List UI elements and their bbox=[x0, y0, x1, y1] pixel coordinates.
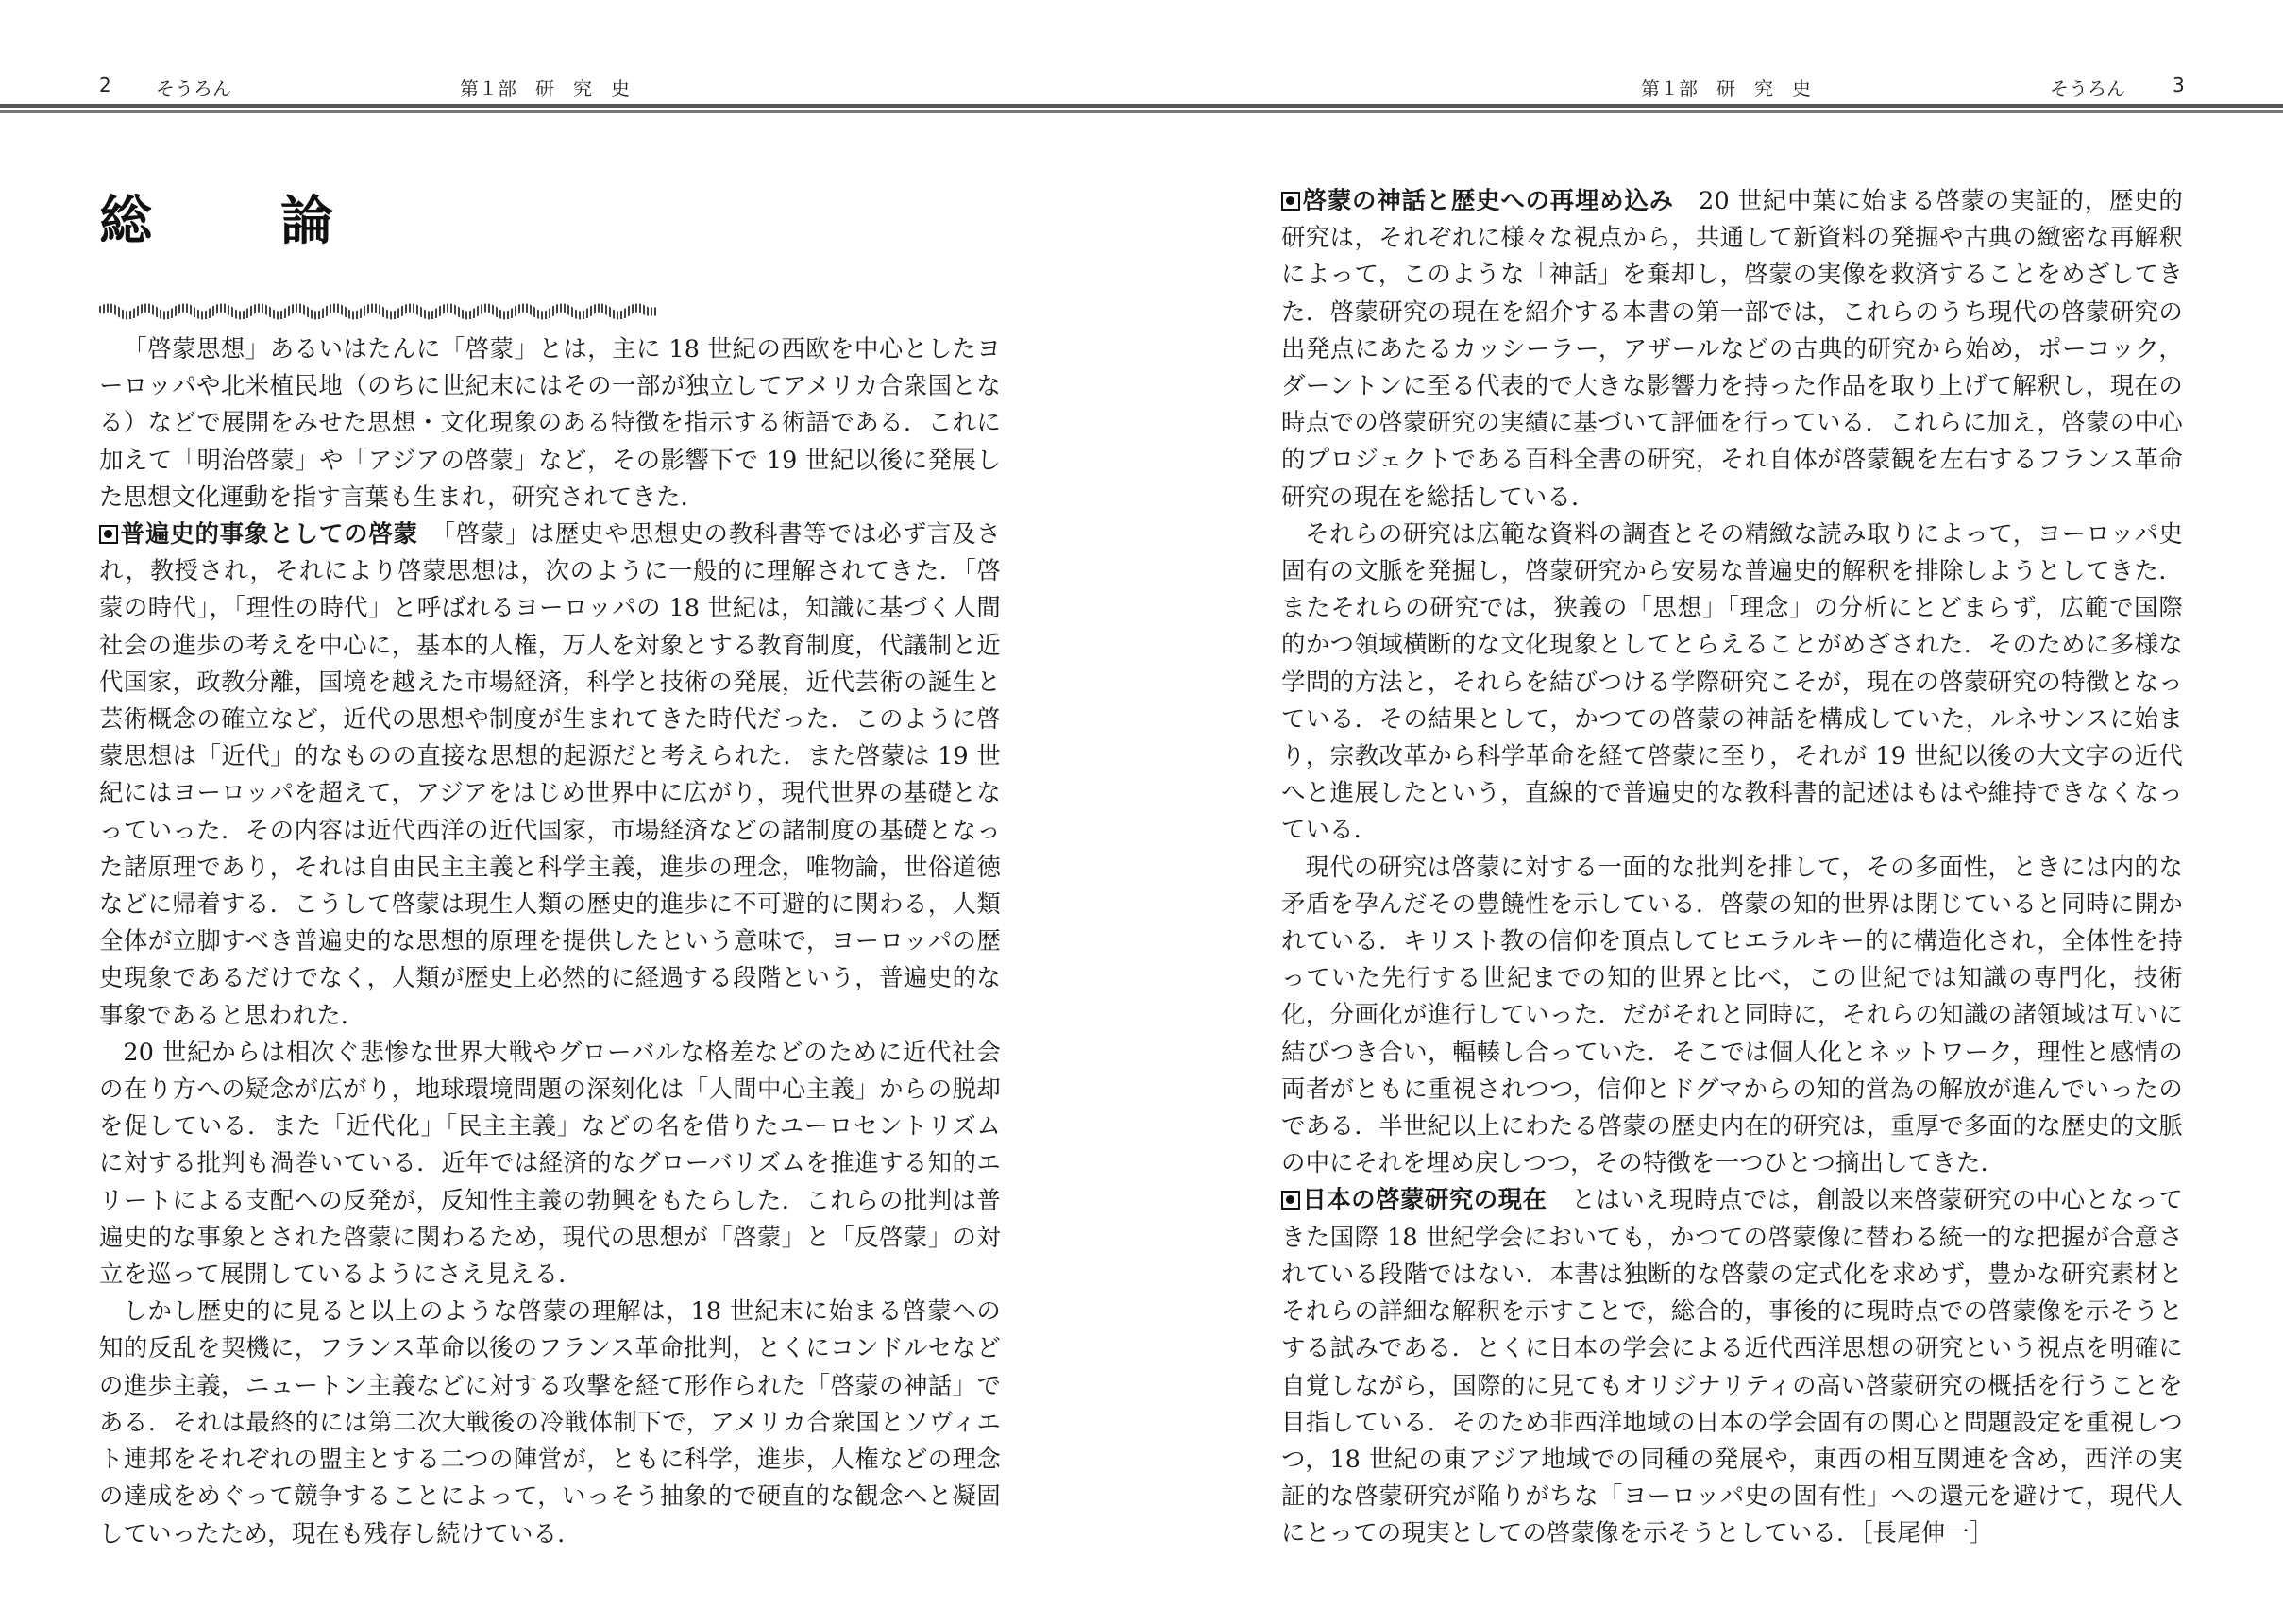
section-paragraph: 啓蒙の神話と歴史への再埋め込み 20 世紀中葉に始まる啓蒙の実証的，歴史的研究は，それぞれに様々な視点から，共通して新資料の発掘や古典の緻密な再解釈によって，このような「神話」を棄却し，啓蒙の実像を救済することをめざしてきた．啓蒙研究の現在を紹介する本書の第一部では，これらのうち現代の啓蒙研究の出発点にあたるカッシーラー，アザールなどの古典的研究から始め，ポーコック，ダーントンに至る代表的で大きな影響力を持った作品を取り上げて解釈し，現在の時点での啓蒙研究の実績に基づいて評価を行っている．これらに加え，啓蒙の中心的プロジェクトである百科全書の研究，それ自体が啓蒙観を左右するフランス革命研究の現在を総括している． bbox=[1281, 186, 2183, 511]
part-title: 第１部 研 究 史 bbox=[460, 77, 630, 100]
section-marker-icon bbox=[99, 525, 118, 544]
running-title: そうろん bbox=[156, 77, 231, 100]
right-page bbox=[1142, 0, 2283, 1624]
paragraph: 現代の研究は啓蒙に対する一面的な批判を排して，その多面性，ときには内的な矛盾を孕んだその豊饒性を示している．啓蒙の知的世界は閉じていると同時に開かれている．キリスト教の信仰を頂点してヒエラルキー的に構造化され，全体性を持っていた先行する世紀までの知的世界と比べ，この世紀では知識の専門化，技術化，分画化が進行していった．だがそれと同時に，それらの知識の諸領域は互いに結びつき合い，輻輳し合っていた．そこでは個人化とネットワーク，理性と感情の両者がともに重視されつつ，信仰とドグマからの知的営為の解放が進んでいったのである．半世紀以上にわたる啓蒙の歴史内在的研究は，重厚で多面的な歴史的文脈の中にそれを埋め戻しつつ，その特徴を一つひとつ摘出してきた． bbox=[1281, 852, 2183, 1177]
paragraph: それらの研究は広範な資料の調査とその精緻な読み取りによって，ヨーロッパ史固有の文脈を発掘し，啓蒙研究から安易な普遍史的解釈を排除しようとしてきた．またそれらの研究では，狭義の「思想」「理念」の分析にとどまらず，広範で国際的かつ領域横断的な文化現象としてとらえることがめざされた．そのために多様な学問的方法と，それらを結びつける学際研究こそが，現在の啓蒙研究の特徴となっている．その結果として，かつての啓蒙の神話を構成していた，ルネサンスに始まり，宗教改革から科学革命を経て啓蒙に至り，それが 19 世紀以後の大文字の近代へと進展したという，直線的で普遍史的な教科書的記述はもはや維持できなくなっている． bbox=[1281, 518, 2183, 844]
body-text bbox=[99, 330, 1001, 1552]
header-rule bbox=[0, 104, 1142, 117]
body-text bbox=[1281, 182, 2183, 1552]
section-heading: 普遍史的事象としての啓蒙 bbox=[120, 519, 418, 549]
header-rule bbox=[1142, 104, 2283, 117]
section-marker-icon bbox=[1281, 192, 1300, 211]
section-marker-icon bbox=[1281, 1191, 1300, 1210]
paragraph: 「啓蒙思想」あるいはたんに「啓蒙」とは，主に 18 世紀の西欧を中心としたヨーロッパや北米植民地（のちに世紀末にはその一部が独立してアメリカ合衆国となる）などで展開をみせた思想・文化現象のある特徴を指示する術語である．これに加えて「明治啓蒙」や「アジアの啓蒙」など，その影響下で 19 世紀以後に発展した思想文化運動を指す言葉も生まれ，研究されてきた． bbox=[99, 334, 1001, 511]
running-title: そうろん bbox=[2050, 77, 2125, 100]
section-paragraph: 普遍史的事象としての啓蒙 「啓蒙」は歴史や思想史の教科書等では必ず言及され，教授され，それにより啓蒙思想は，次のように一般的に理解されてきた．「啓蒙の時代」，「理性の時代」と呼ばれるヨーロッパの 18 世紀は，知識に基づく人間社会の進歩の考えを中心に，基本的人権，万人を対象とする教育制度，代議制と近代国家，政教分離，国境を越えた市場経済，科学と技術の発展，近代芸術の誕生と芸術概念の確立など，近代の思想や制度が生まれてきた時代だった．このように啓蒙思想は「近代」的なものの直接な思想的起源だと考えられた．また啓蒙は 19 世紀にはヨーロッパを超えて，アジアをはじめ世界中に広がり，現代世界の基礎となっていった．その内容は近代西洋の近代国家，市場経済などの諸制度の基礎となった諸原理であり，それは自由民主主義と科学主義，進歩の理念，唯物論，世俗道徳などに帰着する．こうして啓蒙は現生人類の歴史的進歩に不可避的に関わる，人類全体が立脚すべき普遍史的な思想的原理を提供したという意味で，ヨーロッパの歴史現象であるだけでなく，人類が歴史上必然的に経過する段階という，普遍史的な事象であると思われた． bbox=[99, 519, 1002, 1029]
paragraph: しかし歴史的に見ると以上のような啓蒙の理解は，18 世紀末に始まる啓蒙への知的反乱を契機に，フランス革命以後のフランス革命批判，とくにコンドルセなどの進歩主義，ニュートン主義などに対する攻撃を経て形作られた「啓蒙の神話」である．それは最終的には第二次大戦後の冷戦体制下で，アメリカ合衆国とソヴィエト連邦をそれぞれの盟主とする二つの陣営が，ともに科学，進歩，人権などの理念の達成をめぐって競争することによって，いっそう抽象的で硬直的な観念へと凝固していったため，現在も残存し続けている． bbox=[99, 1296, 1001, 1548]
page-number: 2 bbox=[99, 74, 111, 96]
section-heading: 日本の啓蒙研究の現在 bbox=[1302, 1185, 1547, 1214]
page-number: 3 bbox=[2173, 74, 2185, 96]
section-heading: 啓蒙の神話と歴史への再埋め込み bbox=[1302, 186, 1674, 214]
decorative-wave-divider bbox=[99, 302, 656, 321]
chapter-title: 総 論 bbox=[99, 190, 371, 252]
section-paragraph: 日本の啓蒙研究の現在 とはいえ現時点では，創設以来啓蒙研究の中心となってきた国際 18 世紀学会においても，かつての啓蒙像に替わる統一的な把握が合意されている段階ではない．本書は独断的な啓蒙の定式化を求めず，豊かな研究素材とそれらの詳細な解釈を示すことで，総合的，事後的に現時点での啓蒙像を示そうとする試みである．とくに日本の学会による近代西洋思想の研究という視点を明確に自覚しながら，国際的に見てもオリジナリティの高い啓蒙研究の概括を行うことを目指している．そのため非西洋地域の日本の学会固有の関心と問題設定を重視しつつ，18 世紀の東アジア地域での同種の発展や，東西の相互関連を含め，西洋の実証的な啓蒙研究が陥りがちな「ヨーロッパ史の固有性」への還元を避けて，現代人にとっての現実としての啓蒙像を示そうとしている．［長尾伸一］ bbox=[1281, 1185, 2184, 1548]
part-title: 第１部 研 究 史 bbox=[1641, 77, 1811, 100]
paragraph: 20 世紀からは相次ぐ悲惨な世界大戦やグローバルな格差などのために近代社会の在り方への疑念が広がり，地球環境問題の深刻化は「人間中心主義」からの脱却を促している．また「近代化」「民主主義」などの名を借りたユーロセントリズムに対する批判も渦巻いている．近年では経済的なグローバリズムを推進する知的エリートによる支配への反発が，反知性主義の勃興をもたらした．これらの批判は普遍史的な事象とされた啓蒙に関わるため，現代の思想が「啓蒙」と「反啓蒙」の対立を巡って展開しているようにさえ見える． bbox=[99, 1037, 1001, 1289]
